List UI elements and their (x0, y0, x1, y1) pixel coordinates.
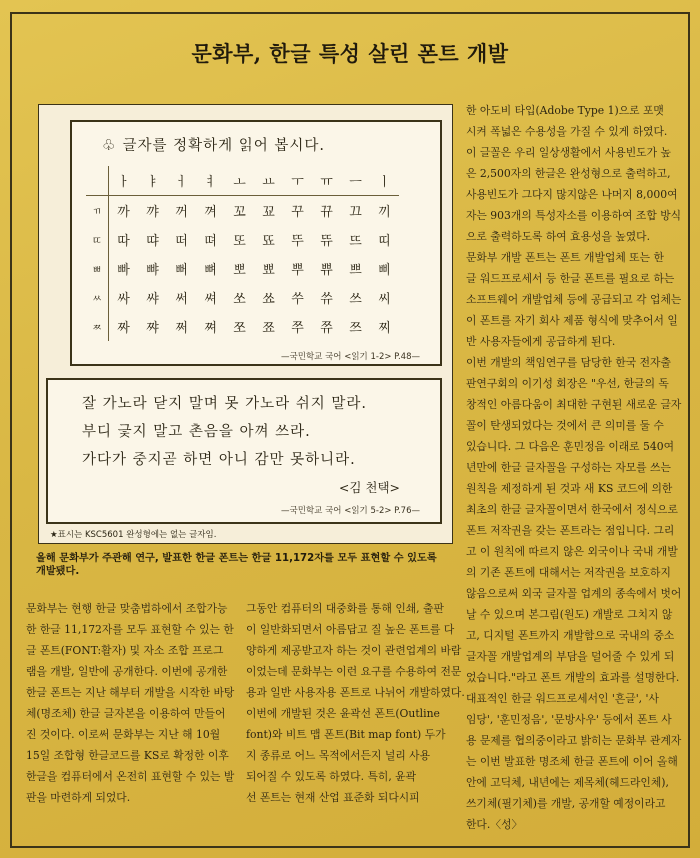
text-line: 안에 고딕체, 내년에는 제목체(헤드라인체), (466, 776, 669, 789)
syllable-cell: 쯔 (349, 321, 362, 336)
syllable-cell: 껴 (204, 205, 217, 220)
citation-2: —국민학교 국어 <읽기 5-2> P.76— (281, 506, 420, 516)
vowel-header: ㅏ (109, 166, 139, 196)
text-line: 사용빈도가 그다지 많지않은 나머지 8,000여 (466, 188, 678, 201)
text-line: 이 일반화되면서 아름답고 질 높은 폰트를 다 (246, 623, 455, 636)
text-line: 램을 개발, 일반에 공개한다. 이번에 공개한 (26, 665, 228, 678)
syllable-cell: 쓔 (320, 292, 333, 307)
syllable-cell: 쩌 (175, 321, 188, 336)
text-line: 고, 디지털 폰트까지 개발함으로 국내의 중소 (466, 629, 675, 642)
syllable-cell: 꺄 (146, 205, 159, 220)
text-line: 문화부는 현행 한글 맞춤법하에서 조합가능 (26, 602, 228, 615)
table-corner (86, 166, 109, 196)
text-line: 글 폰트(FONT:활자) 및 자소 조합 프로그 (26, 644, 224, 657)
text-line: 폰트 저작권을 갖는 폰트라는 점입니다. 그리 (466, 524, 675, 537)
text-line: 원칙을 제정하게 된 것과 새 KS 코드에 의한 (466, 482, 673, 495)
syllable-cell: 쨔 (146, 321, 159, 336)
text-line: 판연구회의 이기성 회장은 "우선, 한글의 독 (466, 377, 669, 390)
syllable-cell: 뾰 (262, 263, 275, 278)
syllable-cell: 땨 (146, 234, 159, 249)
text-line: 이번에 개발된 것은 윤곽선 폰트(Outline (246, 707, 440, 720)
text-line: 있습니다. 그 다음은 훈민정음 이래로 540여 (466, 440, 675, 453)
syllable-cell: 뜨 (349, 234, 362, 249)
syllable-cell: 쭈 (291, 321, 304, 336)
text-line: 양하게 제공받고자 하는 것이 관련업계의 바람 (246, 644, 462, 657)
text-line: 한글 폰트는 지난 해부터 개발을 시작한 바탕 (26, 686, 235, 699)
text-line: 한글을 컴퓨터에서 온전히 표현할 수 있는 발 (26, 770, 235, 783)
syllable-cell: 쑈 (262, 292, 275, 307)
syllable-cell: 쪼 (233, 321, 246, 336)
syllable-cell: 뿌 (291, 263, 304, 278)
text-line: 용 문제를 협의중이라고 밝히는 문화부 관계자 (466, 734, 682, 747)
column-text (466, 100, 682, 835)
syllable-cell: 삐 (378, 263, 391, 278)
text-line: 임당', '훈민정음', '문방사우' 등에서 폰트 사 (466, 713, 672, 726)
text-line: 15일 조합형 한글코드를 KS로 확정한 이후 (26, 749, 229, 762)
text-line: 문화부 개발 폰트는 폰트 개발업체 또는 한 (466, 251, 664, 264)
vowel-header: ㅓ (167, 166, 196, 196)
consonant-header: ㄲ (86, 196, 109, 226)
box-title-text: 글자를 정확하게 읽어 봅시다. (122, 138, 325, 154)
syllable-cell: 뺘 (146, 263, 159, 278)
text-line: 진 것이다. 이로써 문화부는 지난 해 10월 (26, 728, 221, 741)
text-line: 한다.〈성〉 (466, 818, 523, 831)
syllable-cell: 싸 (117, 292, 130, 307)
consonant-header: ㄸ (86, 225, 109, 254)
text-line: 용과 일반 사용자용 폰트로 나뉘어 개발하였다. (246, 686, 465, 699)
caption-line: 개발됐다. (36, 566, 80, 577)
syllable-cell: 써 (175, 292, 188, 307)
syllable-cell: 쮸 (320, 321, 333, 336)
text-line: 반 사용자들에게 공급하게 된다. (466, 335, 616, 348)
syllable-cell: 꺼 (175, 205, 188, 220)
text-line: 않음으로써 외국 글자꼴 업계의 종속에서 벗어 (466, 587, 682, 600)
figure-footnote: ★표시는 KSC5601 완성형에는 없는 글자임. (50, 530, 217, 540)
text-line: 이었는데 문화부는 이런 요구를 수용하여 전문 (246, 665, 462, 678)
syllable-cell: 빠 (117, 263, 130, 278)
article-column-bottom-left (26, 598, 236, 808)
text-line: 꼴이 탄생되었다는 것에서 큰 의미를 둘 수 (466, 419, 664, 432)
citation-1: —국민학교 국어 <읽기 1-2> P.48— (281, 352, 420, 362)
syllable-cell: 끼 (378, 205, 391, 220)
syllable-cell: 뼈 (204, 263, 217, 278)
article-column-right (466, 100, 682, 835)
syllable-cell: 쑤 (291, 292, 304, 307)
text-line: 는 이번 발표한 명조체 한글 폰트에 이어 올해 (466, 755, 678, 768)
club-icon: ♧ (102, 136, 117, 154)
text-line: 한 한글 11,172자를 모두 표현할 수 있는 한 (26, 623, 234, 636)
syllable-cell: 꾸 (291, 205, 304, 220)
text-line: 대표적인 한글 워드프로세서인 '흔글', '사 (466, 692, 659, 705)
text-line: 이 폰트를 자기 회사 제품 형식에 맞추어서 일 (466, 314, 678, 327)
text-line: 시켜 폭넓은 수용성을 가질 수 있게 하였다. (466, 125, 668, 138)
text-line: 년만에 한글 글자꼴을 구성하는 자모를 쓰는 (466, 461, 671, 474)
syllable-cell: 쪄 (204, 321, 217, 336)
text-line: 최초의 한글 글자꼴이면서 한국에서 정식으로 (466, 503, 678, 516)
text-line: 날 수 있으며 본그림(원도) 개발로 그치지 않 (466, 608, 673, 621)
table-row (86, 225, 399, 254)
vowel-header: ㅑ (138, 166, 167, 196)
article-column-bottom-middle (246, 598, 465, 808)
vowel-header: ㅣ (370, 166, 399, 196)
vowel-header: ㅠ (312, 166, 341, 196)
syllable-cell: 짜 (117, 321, 130, 336)
text-line: 한 아도비 타입(Adobe Type 1)으로 포맷 (466, 104, 664, 117)
poem-box (46, 378, 442, 524)
syllable-cell: 뚀 (262, 234, 275, 249)
text-line: 이 글꼴은 우리 일상생활에서 사용빈도가 높 (466, 146, 671, 159)
poem-line: 잘 가노라 닫지 말며 못 가노라 쉬지 말라. (82, 396, 367, 412)
vowel-header: ㅗ (225, 166, 254, 196)
syllable-cell: 끄 (349, 205, 362, 220)
box-title (102, 134, 325, 155)
poem-line: 부디 긏지 말고 촌음을 아껴 쓰라. (82, 424, 311, 440)
syllable-cell: 뚜 (291, 234, 304, 249)
caption-line: 올해 문화부가 주관해 연구, 발표한 한글 폰트는 한글 11,172자를 모두 표현할 수 있도록 (36, 553, 437, 564)
syllable-cell: 뻐 (175, 263, 188, 278)
column-text (246, 598, 465, 808)
syllable-cell: 쀼 (320, 263, 333, 278)
jamo-table (86, 166, 399, 341)
text-line: 글 워드프로세서 등 한글 폰트를 필요로 하는 (466, 272, 675, 285)
consonant-header: ㅃ (86, 254, 109, 283)
syllable-cell: 쁘 (349, 263, 362, 278)
text-line: 소프트웨어 개발업체 등에 공급되고 각 업체는 (466, 293, 682, 306)
poem-author: <김 천택> (338, 480, 400, 495)
text-line: 은 2,500자의 한글은 완성형으로 출력하고, (466, 167, 671, 180)
syllable-cell: 뽀 (233, 263, 246, 278)
consonant-header: ㅆ (86, 283, 109, 312)
headline: 문화부, 한글 특성 살린 폰트 개발 (191, 41, 509, 66)
text-line: 되어질 수 있도록 하였다. 특히, 윤곽 (246, 770, 417, 783)
text-line: 체(명조체) 한글 글자본을 이용하여 만들어 (26, 707, 226, 720)
syllable-cell: 뗘 (204, 234, 217, 249)
table-row (86, 254, 399, 283)
vowel-header: ㅡ (341, 166, 370, 196)
syllable-cell: 찌 (378, 321, 391, 336)
syllable-cell: 쓰 (349, 292, 362, 307)
syllable-cell: 꼬 (233, 205, 246, 220)
syllable-cell: 떠 (175, 234, 188, 249)
text-line: 이번 개발의 책임연구를 담당한 한국 전자출 (466, 356, 671, 369)
text-line: 선 폰트는 현재 산업 표준화 되다시피 (246, 791, 420, 804)
syllable-cell: 또 (233, 234, 246, 249)
syllable-cell: 뜌 (320, 234, 333, 249)
text-line: 자는 903개의 특성자소를 이용하여 조합 방식 (466, 209, 682, 222)
text-line: 글자꼴 개발업계의 부담을 덜어줄 수 있게 되 (466, 650, 675, 663)
text-line: 그동안 컴퓨터의 대중화를 통해 인쇄, 출판 (246, 602, 444, 615)
text-line: 의 기존 폰트에 대해서는 저작권을 보호하지 (466, 566, 671, 579)
column-text (26, 598, 236, 808)
text-line: font)와 비트 맵 폰트(Bit map font) 두가 (246, 728, 446, 741)
syllable-cell: 쎠 (204, 292, 217, 307)
figure-caption (36, 552, 456, 578)
poem-line: 가다가 중지곧 하면 아니 감만 못하니라. (82, 452, 356, 468)
text-line: 창적인 아름다움이 최대한 구현된 새로운 글자 (466, 398, 682, 411)
text-line: 고 이 원칙에 따르지 않은 외국이나 국내 개발 (466, 545, 678, 558)
syllable-cell: 쏘 (233, 292, 246, 307)
syllable-cell: 따 (117, 234, 130, 249)
jamo-practice-box (70, 120, 442, 366)
table-row (86, 196, 399, 226)
table-row (86, 312, 399, 341)
syllable-cell: 까 (117, 205, 130, 220)
syllable-cell: 씨 (378, 292, 391, 307)
vowel-header: ㅜ (283, 166, 312, 196)
consonant-header: ㅉ (86, 312, 109, 341)
syllable-cell: 쌰 (146, 292, 159, 307)
text-line: 판을 마련하게 되었다. (26, 791, 131, 804)
syllable-cell: 띠 (378, 234, 391, 249)
syllable-cell: 뀨 (320, 205, 333, 220)
vowel-header: ㅛ (254, 166, 283, 196)
text-line: 쓰기체(필기체)를 개발, 공개할 예정이라고 (466, 797, 666, 810)
syllable-cell: 꾜 (262, 205, 275, 220)
text-line: 으로 출력하도록 하여 효용성을 높였다. (466, 230, 651, 243)
text-line: 었습니다."라고 폰트 개발의 효과를 설명한다. (466, 671, 680, 684)
vowel-header: ㅕ (196, 166, 225, 196)
text-line: 지 종류로 어느 목적에서든지 널리 사용 (246, 749, 431, 762)
table-row (86, 283, 399, 312)
syllable-cell: 쬬 (262, 321, 275, 336)
